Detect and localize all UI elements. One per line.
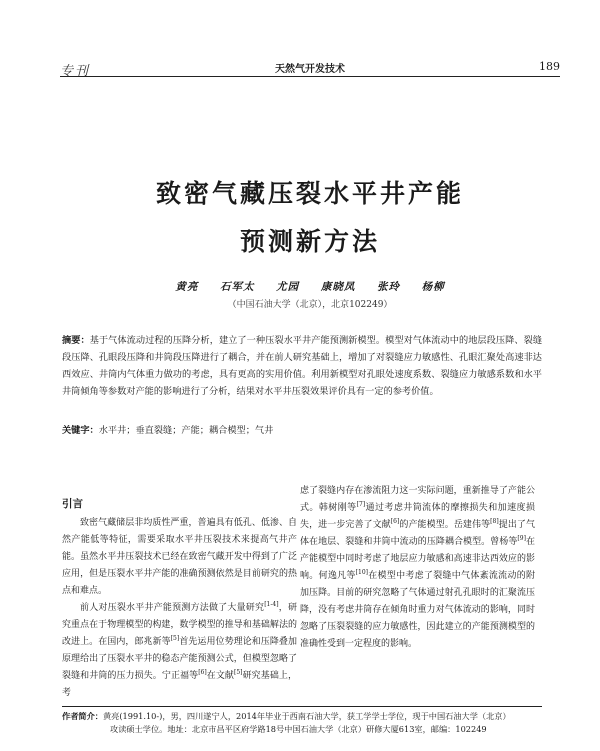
footnote-rule xyxy=(62,706,542,707)
citation-marker: [9] xyxy=(517,535,526,542)
author-list xyxy=(60,279,560,294)
abstract-label: 摘要： xyxy=(62,335,90,346)
affiliation: （中国石油大学（北京），北京102249） xyxy=(227,300,393,310)
author: 杨柳 xyxy=(421,281,445,293)
citation-marker: [5] xyxy=(170,635,180,642)
citation-marker: [7] xyxy=(356,501,366,508)
paragraph: 前人对压裂水平井产能预测方法做了大量研究[1-4]，研究重点在于物理模型的构建，数学模型的推导和基础解法的改进上。在国内，郎兆新等[5]首先运用位势理论和压降叠加原理给出了压裂水平井的稳态产能预测公式，但模型忽略了裂缝和井筒的压力损失。宁正福等[6]在文献[5]研究基础上，考 xyxy=(62,601,297,698)
author-footnote xyxy=(62,710,552,736)
author: 石军太 xyxy=(220,281,255,293)
keywords xyxy=(62,422,542,439)
paper-title-line2: 预测新方法 xyxy=(239,227,380,256)
journal-label: 专刊 xyxy=(60,64,91,79)
citation-marker: [10] xyxy=(355,569,368,576)
footnote-label: 作者简介： xyxy=(62,711,103,721)
section-heading-intro: 引言 xyxy=(62,498,83,510)
citation-marker: [8] xyxy=(490,518,499,525)
author: 张玲 xyxy=(376,281,400,293)
keywords-label: 关键字： xyxy=(62,425,99,436)
footnote-line2: 攻读硕士学位。地址：北京市昌平区府学路18号中国石油大学（北京）研修大厦613室，邮编：102249 xyxy=(110,724,487,734)
paragraph: 虑了裂缝内存在渗流阻力这一实际问题，重新推导了产能公式。韩树刚等[7]通过考虑井筒流体的摩擦损失和加速度损失，进一步完善了文献[6]的产能模型。岳建伟等[8]提出了气体在地层、裂缝和井筒中流动的压降耦合模型。曾杨等[9]在产能模型中同时考虑了地层应力敏感和高速非达西效应的影响。何逸凡等[10]在模型中考虑了裂缝中气体紊流流动的附加压降。目前的研究忽略了气体通过射孔孔眼时的汇聚流压降，没有考虑井筒存在倾角时重力对气体流动的影响，同时忽略了压裂裂缝的应力敏感性，因此建立的产能预测模型的准确性受到一定程度的影响。 xyxy=(300,486,535,649)
page-number: 189 xyxy=(539,60,560,73)
paragraph: 致密气藏储层非均质性严重，普遍具有低孔、低渗、自然产能低等特征，需要采取水平井压裂技术来提高气井产能。虽然水平井压裂技术已经在致密气藏开发中得到了广泛应用，但是压裂水平井产能的准确预测依然是目前研究的热点和难点。 xyxy=(62,518,297,596)
abstract-text: 基于气体流动过程的压降分析，建立了一种压裂水平井产能预测新模型。模型对气体流动中的地层段压降、裂缝段压降、孔眼段压降和井筒段压降进行了耦合，并在前人研究基础上，增加了对裂缝应力敏感性、孔眼汇聚处高速非达西效应、井筒内气体重力做功的考虑，具有更高的实用价值。利用新模型对孔眼处速度系数、裂缝应力敏感系数和水平井筒倾角等参数对产能的影响进行了分析，结果对水平井压裂效果评价具有一定的参考价值。 xyxy=(62,335,543,397)
paper-title-line1: 致密气藏压裂水平井产能 xyxy=(155,179,464,208)
header-rule xyxy=(60,76,560,77)
citation-marker: [5] xyxy=(234,669,243,676)
left-column xyxy=(62,488,297,702)
running-header xyxy=(60,56,560,78)
citation-marker: [6] xyxy=(198,669,207,676)
keywords-text: 水平井；垂直裂缝；产能；耦合模型；气井 xyxy=(98,425,274,436)
section-label: 天然气开发技术 xyxy=(275,64,345,75)
footnote-line1: 黄亮(1991.10-)，男，四川遂宁人，2014年毕业于西南石油大学，获工学学士学位，现于中国石油大学（北京） xyxy=(102,711,511,721)
author: 黄亮 xyxy=(175,281,199,293)
citation-marker: [6] xyxy=(390,518,400,525)
author: 康晓凤 xyxy=(320,281,356,293)
citation-marker: [1-4] xyxy=(264,601,279,608)
right-column xyxy=(300,483,535,653)
abstract xyxy=(62,332,542,400)
author: 尤园 xyxy=(276,281,300,293)
